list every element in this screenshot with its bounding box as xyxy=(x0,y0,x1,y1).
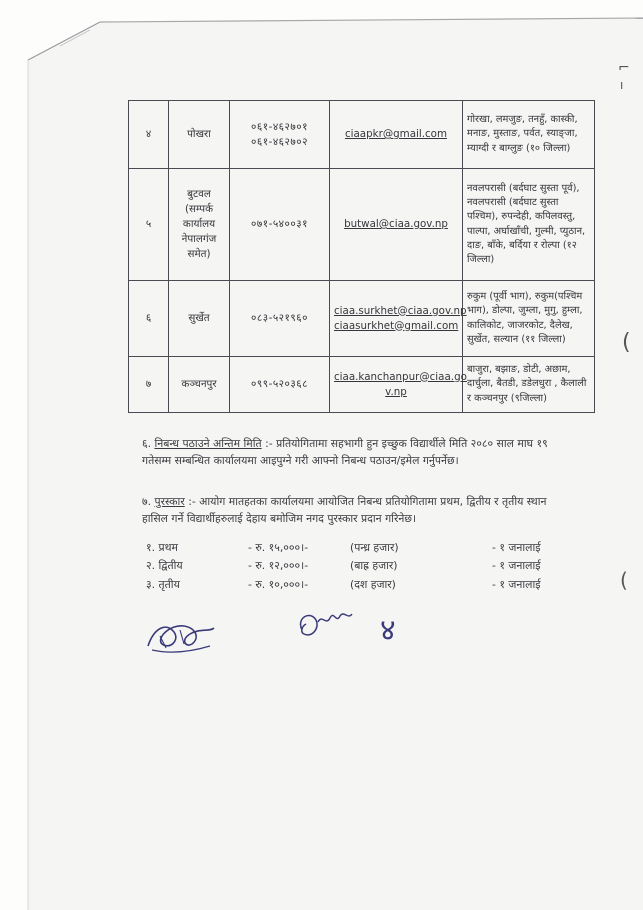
district-coverage: बाजुरा, बझाङ, डोटी, अछाम, दार्चुला, बैतडी, डडेलधुरा , कैलाली र कञ्चनपुर (९जिल्ला) xyxy=(463,357,595,413)
email-link[interactable]: v.np xyxy=(385,385,407,398)
deadline-text: :- प्रतियोगितामा सहभागी हुन इच्छुक विद्यार्थीले मिति २०८० साल माघ १९ गतेसम्म सम्बन्धित कार्यालयमा आइपुग्ने गरी आफ्नो निबन्ध पठाउन/इमेल गर्नुपर्नेछ। xyxy=(142,437,548,467)
phone-number: ०७१-५४००३१ xyxy=(251,218,308,231)
table-row xyxy=(129,281,595,357)
award-text: :- आयोग मातहतका कार्यालयमा आयोजित निबन्ध प्रतियोगितामा प्रथम, द्वितीय र तृतीय स्थान हासिल गर्ने विद्यार्थीहरुलाई देहाय बमोजिम नगद पुरस्कार प्रदान गरिनेछ। xyxy=(142,495,547,525)
phone-number: ०६१-४६२७०२ xyxy=(251,135,308,148)
regional-office-table xyxy=(128,100,595,413)
page-number-handwritten xyxy=(370,608,414,648)
signature-one xyxy=(140,610,220,660)
phone-numbers xyxy=(230,101,330,169)
office-name: बुटवल (सम्पर्क कार्यालय नेपालगंज समेत) xyxy=(169,169,230,281)
award-note xyxy=(142,494,554,527)
prize-count: - १ जनालाई xyxy=(492,578,541,591)
margin-bracket-mark: ( xyxy=(622,330,631,355)
email-cell xyxy=(330,281,467,357)
deadline-number: ६. xyxy=(142,437,152,450)
email-link[interactable]: ciaapkr@gmail.com xyxy=(344,128,448,141)
district-coverage: गोरखा, लमजुङ, तनहुँ, कास्की, मनाङ, मुस्ताङ, पर्वत, स्याङ्जा, म्याग्दी र बाग्लुङ (१० जिल्ला) xyxy=(463,101,595,169)
table-row xyxy=(129,101,595,169)
prize-words: (बाह्र हजार) xyxy=(350,559,398,572)
phone-number: ०८३-५२१९६० xyxy=(251,312,308,325)
prize-words: (पन्ध्र हजार) xyxy=(350,541,399,554)
email-link[interactable]: ciaa.surkhet@ciaa.gov.np xyxy=(334,304,467,317)
email-link[interactable]: ciaa.kanchanpur@ciaa.go xyxy=(334,370,467,383)
phone-numbers xyxy=(230,357,330,413)
prize-rank: १. प्रथम xyxy=(146,541,178,554)
phone-number: ०९९-५२०३६८ xyxy=(251,378,308,391)
margin-bracket-mark: ( xyxy=(620,568,628,592)
prize-rank: ३. तृतीय xyxy=(146,578,180,591)
prize-rank: २. द्वितीय xyxy=(146,559,183,572)
margin-tick-mark: ı xyxy=(620,78,624,92)
email-link[interactable]: butwal@ciaa.gov.np xyxy=(344,218,448,231)
email-cell xyxy=(330,101,463,169)
prize-amount: - रु. १२,०००।- xyxy=(248,559,309,572)
award-number: ७. xyxy=(142,495,152,508)
prize-amount: - रु. १०,०००।- xyxy=(248,578,309,591)
page-number-text: ४ xyxy=(380,613,396,648)
prize-words: (दश हजार) xyxy=(350,578,396,591)
prize-count: - १ जनालाई xyxy=(492,559,541,572)
serial-number: ५ xyxy=(129,169,169,281)
phone-numbers xyxy=(230,169,330,281)
phone-number: ०६१-४६२७०१ xyxy=(251,120,308,133)
district-coverage: नवलपरासी (बर्दघाट सुस्ता पूर्व), नवलपरासी (बर्दघाट सुस्ता पश्चिम), रुपन्देही, कपिलवस्तु, पाल्पा, अर्घाखाँची, गुल्मी, प्युठान, दाङ, बाँके, बर्दिया र रोल्पा (१२ जिल्ला) xyxy=(463,169,595,281)
office-name: सुर्खेत xyxy=(169,281,230,357)
award-label: पुरस्कार xyxy=(154,495,185,508)
deadline-label: निबन्ध पठाउने अन्तिम मिति xyxy=(154,437,262,450)
prize-amount: - रु. १५,०००।- xyxy=(248,541,309,554)
office-name: पोखरा xyxy=(169,101,230,169)
table-row xyxy=(129,357,595,413)
office-name: कञ्चनपुर xyxy=(169,357,230,413)
prize-count: - १ जनालाई xyxy=(492,541,541,554)
email-cell xyxy=(330,169,463,281)
email-cell xyxy=(330,357,467,413)
phone-numbers xyxy=(230,281,330,357)
serial-number: ६ xyxy=(129,281,169,357)
margin-tick-mark: ⌐ xyxy=(618,60,630,76)
serial-number: ७ xyxy=(129,357,169,413)
signature-two xyxy=(292,600,362,650)
table-row xyxy=(129,169,595,281)
serial-number: ४ xyxy=(129,101,169,169)
district-coverage: रुकुम (पूर्वी भाग), रुकुम(पश्चिम भाग), डोल्पा, जुम्ला, मुगु, हुम्ला, कालिकोट, जाजरकोट, दैलेख, सुर्खेत, सल्यान (११ जिल्ला) xyxy=(463,281,595,357)
deadline-note xyxy=(142,436,554,469)
email-link[interactable]: ciaasurkhet@gmail.com xyxy=(334,319,459,332)
